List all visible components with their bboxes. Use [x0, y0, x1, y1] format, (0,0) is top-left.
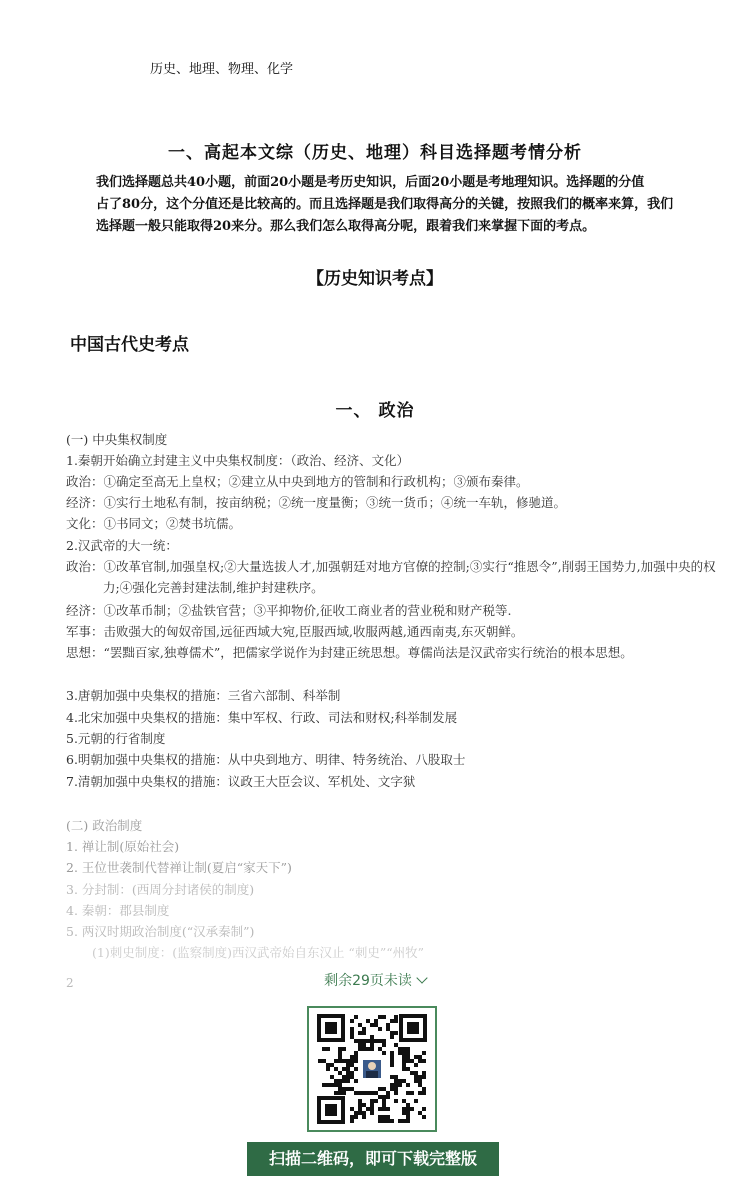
intro-line: 选择题一般只能取得20来分。那么我们怎么取得高分呢，跟着我们来掌握下面的考点。: [96, 219, 596, 234]
text-line: 经济：①实行土地私有制，按亩纳税；②统一度量衡；③统一货币；④统一车轨，修驰道。: [66, 495, 567, 510]
chevron-down-icon: [416, 972, 427, 983]
text-line: 经济：①改革币制；②盐铁官营；③平抑物价,征收工商业者的营业税和财产税等.: [66, 603, 512, 618]
header-subjects: 历史、地理、物理、化学: [150, 62, 294, 77]
text-line: (二) 政治制度: [66, 818, 143, 833]
page-title: 一、高起本文综（历史、地理）科目选择题考情分析: [168, 143, 582, 163]
intro-line: 我们选择题总共40小题，前面20小题是考历史知识，后面20小题是考地理知识。选择题的分值: [96, 175, 645, 190]
intro-paragraph: [96, 172, 686, 238]
page-number: 2: [66, 976, 74, 990]
text-line: 3. 分封制：(西周分封诸侯的制度): [66, 882, 255, 897]
qr-code-icon: [317, 1014, 427, 1124]
text-line: 4. 秦朝：郡县制度: [66, 903, 170, 918]
text-line: 2.汉武帝的大一统：: [66, 538, 178, 553]
text-line: 6.明朝加强中央集权的措施：从中央到地方、明律、特务统治、八股取士: [66, 752, 466, 767]
text-line: (一) 中央集权制度: [66, 432, 168, 447]
text-line: 4.北宋加强中央集权的措施：集中军权、行政、司法和财权;科举制发展: [66, 710, 458, 725]
text-line: (1)刺史制度：(监察制度)西汉武帝始自东汉止 “刺史”“州牧”: [92, 945, 424, 960]
text-line: 7.清朝加强中央集权的措施：议政王大臣会议、军机处、文字狱: [66, 774, 416, 789]
text-line: 政治：①改革官制,加强皇权;②大量选拔人才,加强朝廷对地方官僚的控制;③实行“推恩令”,削弱王国势力,加强中央的权力;④强化完善封建法制,维护封建秩序。: [66, 559, 716, 595]
text-line: 1.秦朝开始确立封建主义中央集权制度：（政治、经济、文化）: [66, 453, 410, 468]
text-line: 1. 禅让制(原始社会): [66, 839, 180, 854]
text-line: 军事：击败强大的匈奴帝国,远征西域大宛,臣服西域,收服两越,通西南夷,东灭朝鲜。: [66, 624, 524, 639]
text-line: 思想：“罢黜百家,独尊儒术”，把儒家学说作为封建正统思想。尊儒尚法是汉武帝实行统治的根本思想。: [66, 645, 633, 660]
text-line: 3.唐朝加强中央集权的措施：三省六部制、科举制: [66, 688, 341, 703]
qr-code: [307, 1006, 437, 1132]
read-more-label: 剩余29页未读: [324, 973, 412, 989]
topic-heading: 一、 政治: [335, 401, 415, 421]
read-more-link[interactable]: [0, 970, 750, 990]
section-title: 【历史知识考点】: [307, 269, 443, 289]
download-button[interactable]: 扫描二维码，即可下载完整版: [247, 1142, 499, 1176]
subsection-heading: 中国古代史考点: [70, 335, 189, 355]
text-line: 5.元朝的行省制度: [66, 731, 166, 746]
text-line: 文化：①书同文；②焚书坑儒。: [66, 516, 242, 531]
intro-line: 占了80分，这个分值还是比较高的。而且选择题是我们取得高分的关键，按照我们的概率来算，我们: [96, 197, 674, 212]
text-line: 5. 两汉时期政治制度(“汉承秦制”): [66, 924, 255, 939]
text-line: 政治：①确定至高无上皇权；②建立从中央到地方的管制和行政机构；③颁布秦律。: [66, 474, 529, 489]
text-line: 2. 王位世袭制代替禅让制(夏启“家天下”): [66, 860, 292, 875]
